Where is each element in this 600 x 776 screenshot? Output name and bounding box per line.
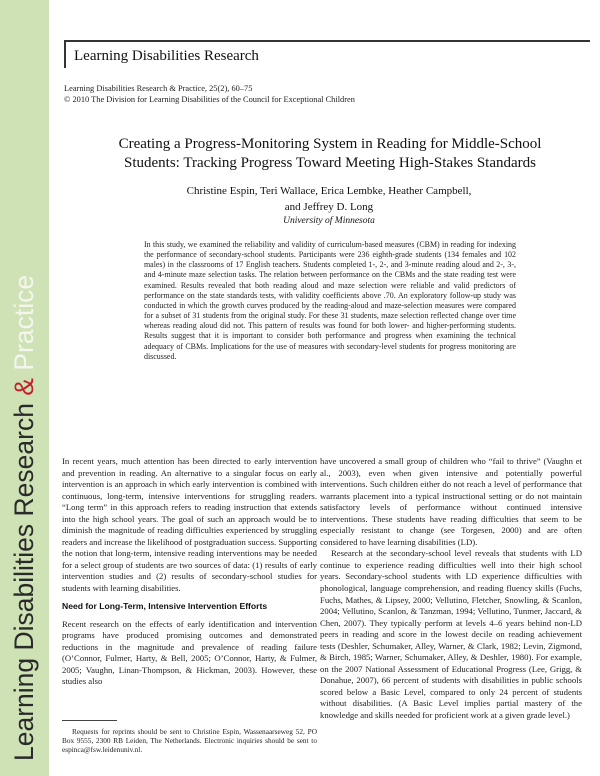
footnote-rule [62,720,117,721]
sidebar-journal-title [4,275,44,761]
header-journal-name: Learning Disabilities Research [74,48,259,64]
author-affiliation: University of Minnesota [283,216,375,226]
section-heading: Need for Long-Term, Intensive Intervention Efforts [62,600,268,611]
abstract: In this study, we examined the reliability and validity of curriculum-based measures (CBM) in reading for indexing the performance of secondary-school students. Participants were 236 eighth-grade students (134 females and 102 males) in the classrooms of 17 English teachers. Students completed 1-, 2-, and 3-minute reading aloud and 2-, 3-, and 4-minute maze selection tasks. The relation between performance on the CBMs and the state reading test were examined. Results revealed that both reading aloud and maze selection were reliable and valid predictors of performance on the state standards tests, with validity coefficients above .70. An exploratory follow-up study was conducted in which the growth curves produced by the reading-aloud and maze-selection measures were compared for a subset of 31 students from the original study. For these 31 students, maze selection reflected change over time whereas reading aloud did not. This pattern of results was found for both lower- and higher-performing students. Results suggest that it is important to consider both performance and progress when examining the technical adequacy of CBMs. Implications for the use of measures with secondary-level students for progress monitoring are discussed. [144,240,516,361]
body-column-right [320,456,582,722]
authors-line-1: Christine Espin, Teri Wallace, Erica Lembke, Heather Campbell, [186,185,472,197]
citation-line-2: © 2010 The Division for Learning Disabilities of the Council for Exceptional Children [64,95,355,104]
citation-line-1: Learning Disabilities Research & Practice, 25(2), 60–75 [64,84,253,93]
journal-sidebar [0,0,49,776]
reprint-footnote: Requests for reprints should be sent to Christine Espin, Wassenaarseweg 52, PO Box 9555, 2300 RB Leiden, The Netherlands. Electronic inquiries should be sent to espinca@fsw.leidenuniv.nl. [62,727,317,755]
authors-line-2: and Jeffrey D. Long [284,201,374,213]
intro-paragraph: In recent years, much attention has been directed to early intervention and prevention in reading. An alternative to a singular focus on early intervention is an approach in which early intervention is combined with continuous, long-term, intensive interventions for struggling readers. “Long term” in this approach refers to reading instruction that extends into the high school years. The goal of such an approach would be to diminish the magnitude of reading difficulties experienced by struggling readers and increase the likelihood of postgraduation success. Supporting the notion that long-term, intensive reading interventions may be needed for a select group of students are two sources of data: (1) results of early intervention studies and (2) results of secondary-school studies for students with learning disabilities. [62,456,318,594]
article-title-line-2: Students: Tracking Progress Toward Meeting High-Stakes Standards [124,155,536,171]
sidebar-ampersand: & [9,378,39,396]
secondary-research-paragraph: Research at the secondary-school level reveals that students with LD continue to experience reading difficulties well into their high school years. Secondary-school students with LD experience difficulties with phonological, language comprehension, and reading fluency skills (Fuchs, Fuchs, Mathes, & Lipsey, 2000; Vellutino, Fletcher, Snowling, & Scanlon, 2004; Vellutino, Scanlon, & Tanzman, 1994; Vellutino, Tunmer, Jaccard, & Chen, 2007). They typically perform at levels 4–6 years behind non-LD peers in reading and score in the lowest decile on reading achievement tests (Deshler, Schumaker, Alley, Warner, & Clark, 1982; Levin, Zigmond, & Birch, 1985; Warner, Schumaker, Alley, & Deshler, 1980). For example, on the 2007 National Assessment of Educational Progress (Lee, Grigg, & Donahue, 2007), 66 percent of students with disabilities in public schools scored below a Basic Level, compared to only 24 percent of students without disabilities. (A Basic Level implies partial mastery of the knowledge and skills needed for proficient work at a given grade level.) [320,548,582,721]
article-title-line-1: Creating a Progress-Monitoring System in Reading for Middle-School [118,136,542,152]
continued-paragraph: have uncovered a small group of children who “fail to thrive” (Vaughn et al., 2003), even when given intensive and potentially powerful interventions. Such children either do not reach a level of performance that warrants placement into a typical instructional setting or do not maintain satisfactory levels of performance without continued intensive interventions. These students have reading difficulties that seem to be especially resistant to change (see Torgesen, 2000) and are often considered to have learning disabilities (LD). [320,456,582,547]
sidebar-title-part2: Practice [9,274,39,379]
section-paragraph: Recent research on the effects of early identification and intervention programs have produced promising outcomes and demonstrated reductions in the magnitude and prevalence of reading failure (O’Connor, Fulmer, Harty, & Bell, 2005; O’Connor, Harty, & Fulmer, 2005; Vaughn, Linan-Thompson, & Hickman, 2003). However, these studies also [62,618,317,687]
body-column-left [62,456,317,688]
sidebar-title-part1: Learning Disabilities Research [9,395,39,761]
